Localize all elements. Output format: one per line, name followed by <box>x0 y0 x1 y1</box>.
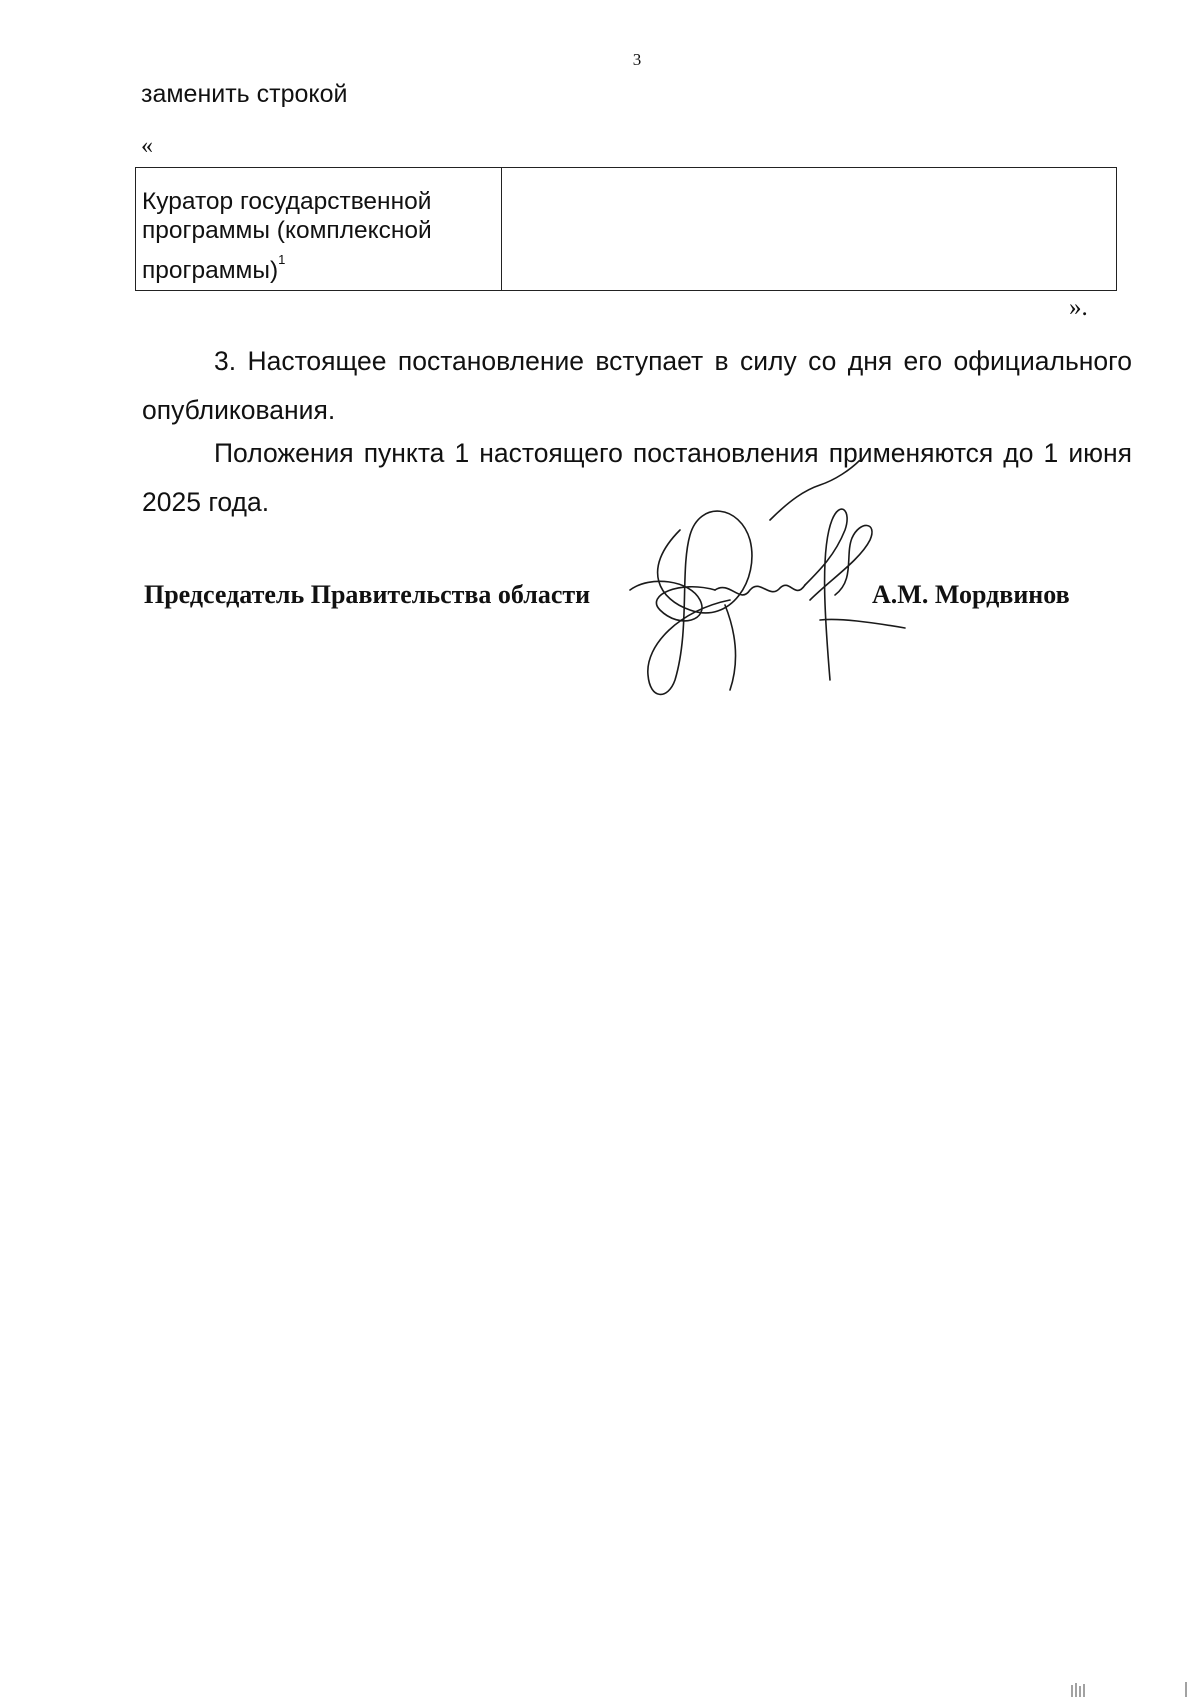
paragraph-3-line-2: опубликования. <box>142 395 336 425</box>
handwritten-signature <box>620 460 910 710</box>
paragraph-provisions-line-2: 2025 года. <box>142 487 270 517</box>
curator-line-2: программы (комплексной <box>142 217 432 244</box>
close-quote: ». <box>1069 294 1088 321</box>
signatory-name: А.М. Мордвинов <box>872 580 1070 609</box>
curator-line-3: программы) <box>142 257 279 284</box>
intro-text: заменить строкой <box>141 80 348 108</box>
open-quote: « <box>141 133 153 159</box>
curator-line-1: Куратор государственной <box>142 188 432 215</box>
scan-marks <box>1070 1680 1190 1697</box>
paragraph-3 <box>142 337 1132 435</box>
paragraph-3-line-1: 3. Настоящее постановление вступает в силу со дня его официального <box>214 346 1132 376</box>
page-number: 3 <box>632 50 642 69</box>
paragraph-provisions-line-1: Положения пункта 1 настоящего постановления применяются до 1 июня <box>214 438 1132 468</box>
footnote-mark: 1 <box>278 252 286 267</box>
table-cell-curator <box>136 168 502 290</box>
replacement-table <box>135 167 1117 291</box>
table-cell-empty <box>502 168 1116 290</box>
signatory-title: Председатель Правительства области <box>144 580 591 609</box>
